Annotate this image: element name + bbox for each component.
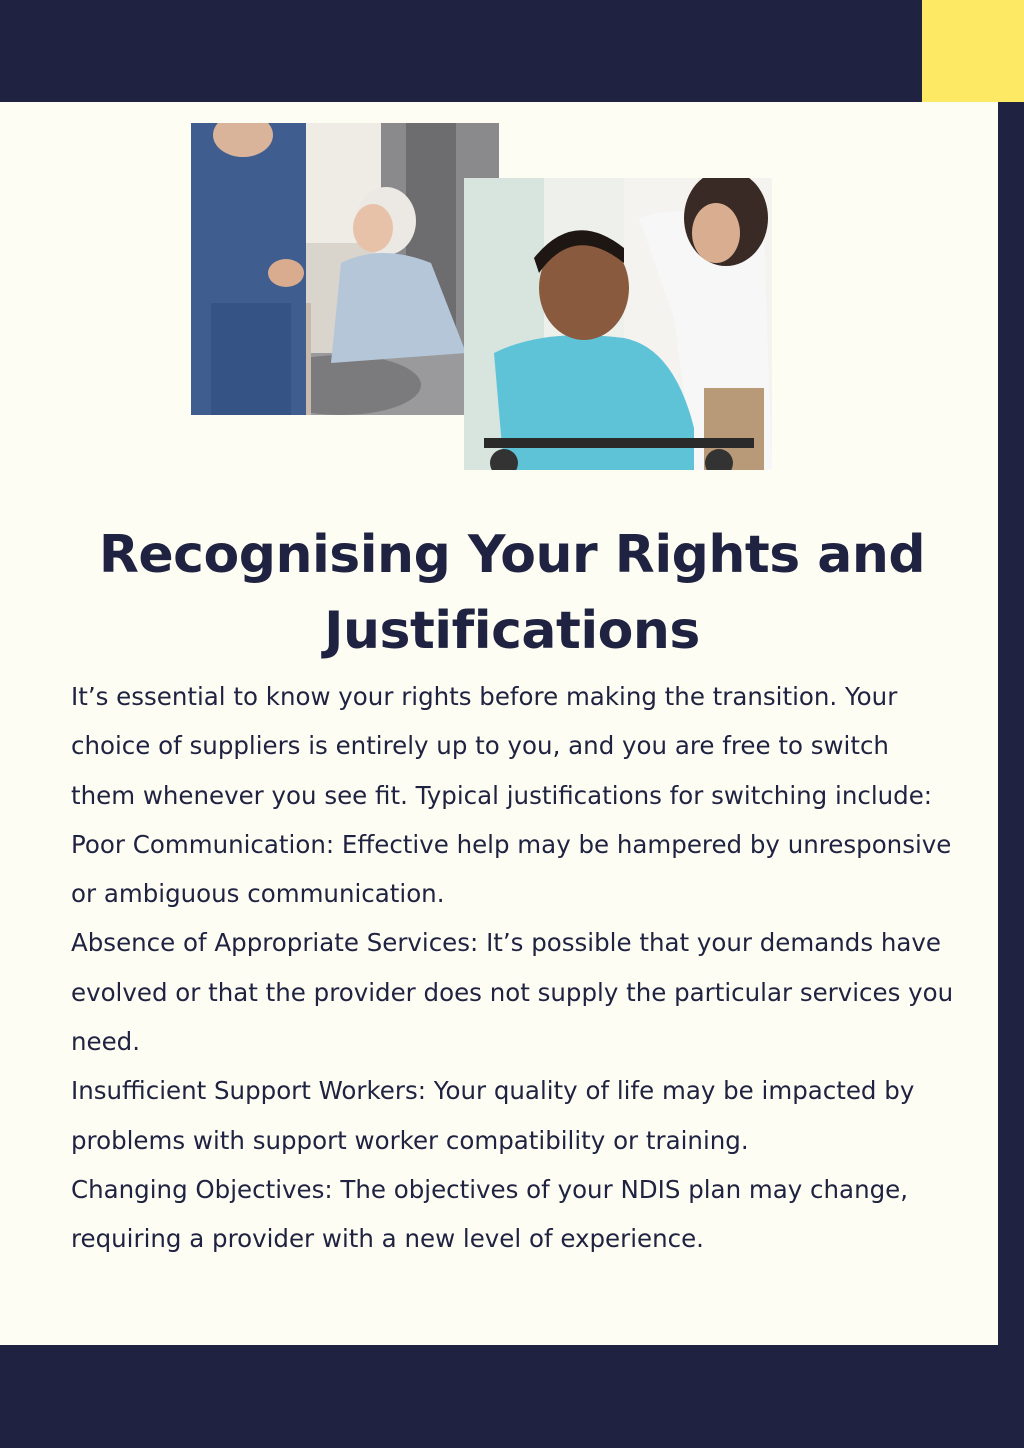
- yellow-accent-block: [922, 0, 1024, 102]
- intro-paragraph: It’s essential to know your rights before making the transition. Your choice of suppliers is entirely up to you, and you are free to switch them whenever you see fit. Typical justifications for switching include:: [71, 682, 933, 810]
- caregiver-with-elderly-woman-photo: [191, 123, 499, 415]
- caregiver-with-boy-in-wheelchair-photo: [464, 178, 772, 470]
- content-card: [0, 102, 998, 1345]
- page-title: Recognising Your Rights and Justifications: [98, 525, 926, 661]
- reason-poor-communication: Poor Communication: Effective help may be hampered by unresponsive or ambiguous communication.: [71, 829, 952, 909]
- reason-changing-objectives: Changing Objectives: The objectives of your NDIS plan may change, requiring a provider with a new level of experience.: [71, 1174, 909, 1254]
- body-text: [71, 672, 956, 1264]
- reason-absence-of-services: Absence of Appropriate Services: It’s possible that your demands have evolved or that the provider does not supply the particular services you need.: [71, 928, 954, 1057]
- reason-insufficient-support-workers: Insufficient Support Workers: Your quality of life may be impacted by problems with support worker compatibility or training.: [71, 1076, 915, 1155]
